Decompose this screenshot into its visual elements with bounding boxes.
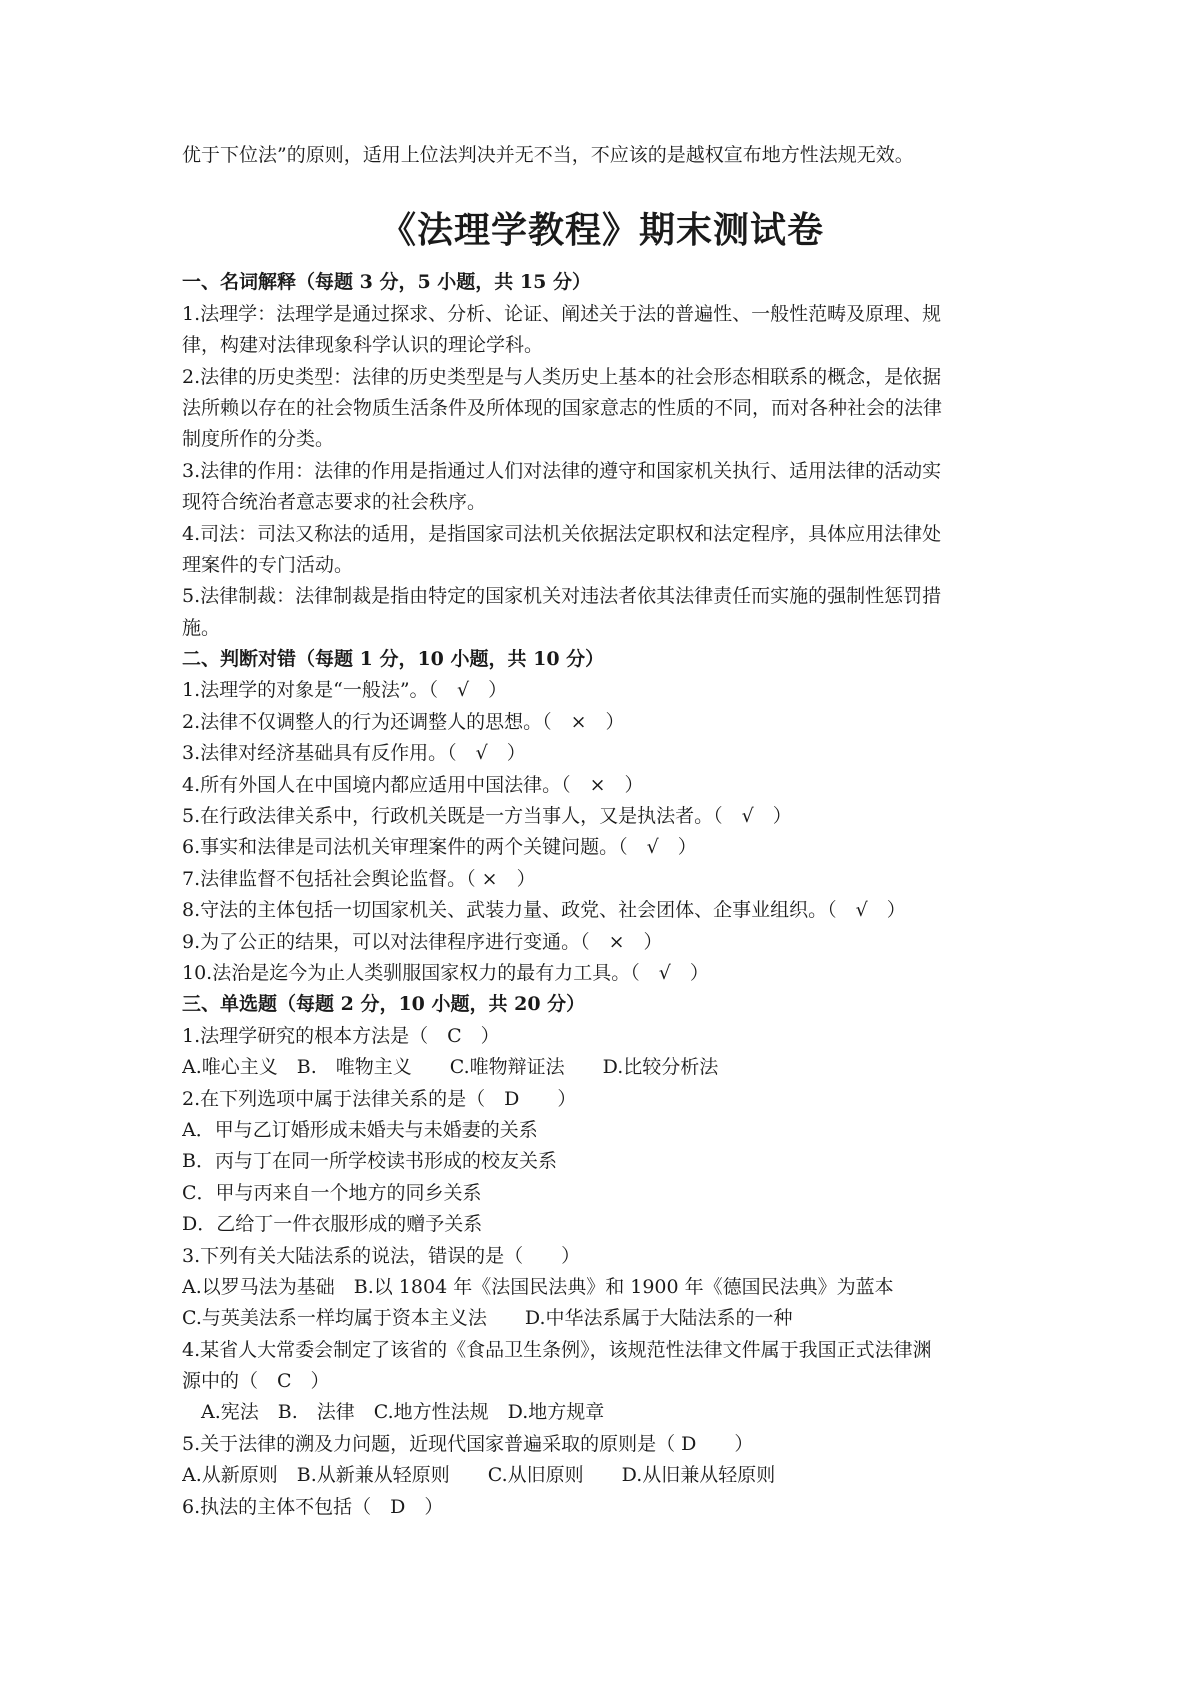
true-false-item: 10.法治是迄今为止人类驯服国家权力的最有力工具。（ √ ） bbox=[182, 961, 709, 984]
true-false-item: 4.所有外国人在中国境内都应适用中国法律。（ × ） bbox=[182, 773, 644, 796]
true-false-item: 3.法律对经济基础具有反作用。（ √ ） bbox=[182, 742, 526, 765]
page-title: 《法理学教程》期末测试卷 bbox=[379, 209, 824, 252]
section-heading-single-choice: 三、单选题（每题 2 分，10 小题，共 20 分） bbox=[182, 993, 586, 1016]
answer-options: A.唯心主义 B. 唯物主义 C.唯物辩证法 D.比较分析法 bbox=[182, 1056, 719, 1079]
definition-line: 5.法律制裁：法律制裁是指由特定的国家机关对违法者依其法律责任而实施的强制性惩罚措 bbox=[182, 585, 942, 608]
question-stem: 5.关于法律的溯及力问题，近现代国家普遍采取的原则是（ D ） bbox=[182, 1432, 754, 1455]
definition-line: 3.法律的作用：法律的作用是指通过人们对法律的遵守和国家机关执行、适用法律的活动实 bbox=[182, 459, 942, 482]
definition-line: 施。 bbox=[182, 616, 221, 639]
answer-option: A．甲与乙订婚形成未婚夫与未婚妻的关系 bbox=[182, 1118, 538, 1141]
answer-options: A.从新原则 B.从新兼从轻原则 C.从旧原则 D.从旧兼从轻原则 bbox=[182, 1464, 776, 1487]
true-false-item: 9.为了公正的结果，可以对法律程序进行变通。（ × ） bbox=[182, 930, 663, 953]
answer-options: A.宪法 B. 法律 C.地方性法规 D.地方规章 bbox=[182, 1401, 605, 1424]
answer-options: C.与英美法系一样均属于资本主义法 D.中华法系属于大陆法系的一种 bbox=[182, 1307, 793, 1330]
question-stem: 4.某省人大常委会制定了该省的《食品卫生条例》，该规范性法律文件属于我国正式法律渊 bbox=[182, 1338, 932, 1361]
true-false-item: 1.法理学的对象是“一般法”。（ √ ） bbox=[182, 679, 508, 702]
definition-line: 现符合统治者意志要求的社会秩序。 bbox=[182, 491, 487, 514]
true-false-item: 5.在行政法律关系中，行政机关既是一方当事人，又是执法者。（ √ ） bbox=[182, 805, 792, 828]
question-stem: 6.执法的主体不包括（ D ） bbox=[182, 1495, 444, 1518]
true-false-item: 8.守法的主体包括一切国家机关、武装力量、政党、社会团体、企事业组织。（ √ ） bbox=[182, 899, 906, 922]
question-stem: 源中的（ C ） bbox=[182, 1370, 330, 1393]
true-false-item: 2.法律不仅调整人的行为还调整人的思想。（ × ） bbox=[182, 710, 625, 733]
section-heading-definitions: 一、名词解释（每题 3 分，5 小题，共 15 分） bbox=[182, 271, 591, 294]
answer-options: A.以罗马法为基础 B.以 1804 年《法国民法典》和 1900 年《德国民法典》为蓝本 bbox=[182, 1275, 894, 1298]
question-stem: 3.下列有关大陆法系的说法，错误的是（ ） bbox=[182, 1244, 581, 1267]
definition-line: 1.法理学：法理学是通过探求、分析、论证、阐述关于法的普遍性、一般性范畴及原理、规 bbox=[182, 302, 942, 325]
question-stem: 2.在下列选项中属于法律关系的是（ D ） bbox=[182, 1087, 577, 1110]
document-body bbox=[182, 140, 1022, 1523]
carry-over-text: 优于下位法”的原则，适用上位法判决并无不当，不应该的是越权宣布地方性法规无效。 bbox=[182, 144, 914, 166]
true-false-item: 6.事实和法律是司法机关审理案件的两个关键问题。（ √ ） bbox=[182, 836, 697, 859]
answer-option: B．丙与丁在同一所学校读书形成的校友关系 bbox=[182, 1150, 557, 1173]
definition-line: 制度所作的分类。 bbox=[182, 428, 335, 451]
definition-line: 法所赖以存在的社会物质生活条件及所体现的国家意志的性质的不同，而对各种社会的法律 bbox=[182, 396, 943, 419]
answer-option: D．乙给丁一件衣服形成的赠予关系 bbox=[182, 1213, 483, 1236]
definition-line: 2.法律的历史类型：法律的历史类型是与人类历史上基本的社会形态相联系的概念，是依据 bbox=[182, 365, 942, 388]
definition-line: 理案件的专门活动。 bbox=[182, 553, 354, 576]
definition-line: 律，构建对法律现象科学认识的理论学科。 bbox=[182, 334, 544, 357]
definition-line: 4.司法：司法又称法的适用，是指国家司法机关依据法定职权和法定程序，具体应用法律处 bbox=[182, 522, 942, 545]
true-false-item: 7.法律监督不包括社会舆论监督。（ × ） bbox=[182, 867, 536, 890]
question-stem: 1.法理学研究的根本方法是（ C ） bbox=[182, 1024, 500, 1047]
answer-option: C．甲与丙来自一个地方的同乡关系 bbox=[182, 1181, 482, 1204]
section-heading-true-false: 二、判断对错（每题 1 分，10 小题，共 10 分） bbox=[182, 648, 605, 671]
